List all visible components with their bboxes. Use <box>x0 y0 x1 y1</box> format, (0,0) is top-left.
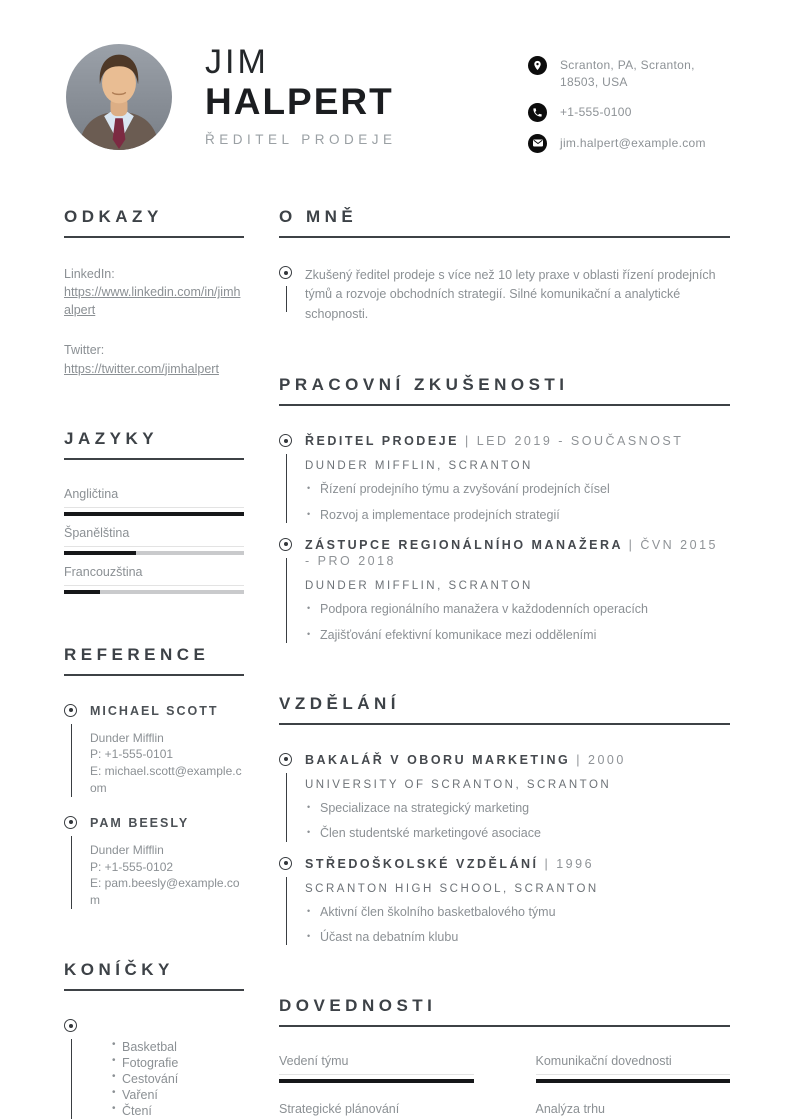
reference-entry <box>64 815 244 909</box>
last-name: HALPERT <box>205 80 394 122</box>
hobby-item: • Vaření <box>112 1087 244 1103</box>
education-school: SCRANTON HIGH SCHOOL, SCRANTON <box>305 882 599 895</box>
reference-details <box>90 842 244 909</box>
language-name: Francouzština <box>64 565 244 586</box>
links-heading: ODKAZY <box>64 207 244 238</box>
skill-name: Strategické plánování <box>279 1102 474 1120</box>
body-columns <box>64 207 730 1120</box>
link-url[interactable]: https://www.linkedin.com/in/jimhalpert <box>64 285 241 318</box>
link-item <box>64 265 244 319</box>
title-separator: | <box>628 537 635 552</box>
hobby-item: • Basketbal <box>112 1039 244 1055</box>
section-experience <box>279 375 730 643</box>
section-hobbies <box>64 960 244 1119</box>
language-name: Angličtina <box>64 487 244 508</box>
hobbies-heading: KONÍČKY <box>64 960 244 991</box>
experience-title <box>305 537 730 570</box>
title-separator: | <box>544 856 551 871</box>
reference-email: E: michael.scott@example.com <box>90 764 242 796</box>
experience-dates: ČVN 2015 - PRO 2018 <box>305 537 718 569</box>
reference-body <box>90 815 244 909</box>
link-label: LinkedIn: <box>64 267 115 281</box>
skill-name: Komunikační dovednosti <box>536 1054 731 1075</box>
education-bullet: • Účast na debatním klubu <box>305 929 730 945</box>
rail-line <box>286 773 288 842</box>
target-bullet-icon <box>64 704 77 717</box>
first-name: JIM <box>205 43 269 81</box>
header <box>64 44 730 164</box>
experience-bullets <box>305 481 730 523</box>
entry-rail <box>279 265 305 324</box>
experience-bullets <box>305 601 730 643</box>
education-bullet: • Specializace na strategický marketing <box>305 800 730 816</box>
contact-info <box>528 56 754 165</box>
experience-bullet: • Podpora regionálního manažera v každodenních operacích <box>305 601 730 617</box>
section-languages <box>64 429 244 594</box>
sidebar <box>64 207 244 1120</box>
contact-phone-row <box>528 103 754 122</box>
entry-rail <box>279 752 305 842</box>
about-entry <box>279 265 730 324</box>
title-separator: | <box>464 434 471 449</box>
reference-email: E: pam.beesly@example.com <box>90 876 240 908</box>
contact-email-row <box>528 134 754 153</box>
rail-line <box>286 454 288 523</box>
entry-rail <box>64 1018 90 1119</box>
language-item <box>64 487 244 516</box>
entry-rail <box>279 433 305 523</box>
languages-list <box>64 487 244 594</box>
contact-address-row <box>528 56 754 91</box>
links-list <box>64 265 244 378</box>
contact-address: Scranton, PA, Scranton, 18503, USA <box>560 58 695 89</box>
about-heading: O MNĚ <box>279 207 730 238</box>
experience-bullet: • Zajišťování efektivní komunikace mezi odděleními <box>305 627 730 643</box>
reference-phone: P: +1-555-0102 <box>90 859 174 874</box>
education-title <box>305 752 730 768</box>
section-links <box>64 207 244 378</box>
education-dates: 2000 <box>588 752 626 767</box>
education-school: UNIVERSITY OF SCRANTON, SCRANTON <box>305 779 612 792</box>
entry-rail <box>64 815 90 909</box>
email-icon <box>528 134 547 153</box>
reference-body <box>90 703 244 797</box>
name-block <box>205 44 397 147</box>
profile-photo <box>66 44 172 150</box>
language-item <box>64 565 244 594</box>
entry-rail <box>279 537 305 643</box>
target-bullet-icon <box>279 857 292 870</box>
entry-rail <box>64 703 90 797</box>
reference-details <box>90 730 244 797</box>
skills-heading: DOVEDNOSTI <box>279 996 730 1027</box>
education-bullet: • Člen studentské marketingové asociace <box>305 825 730 841</box>
target-bullet-icon <box>279 434 292 447</box>
contact-phone: +1-555-0100 <box>560 104 632 119</box>
education-bullets <box>305 904 730 946</box>
education-title <box>305 856 730 872</box>
target-bullet-icon <box>64 816 77 829</box>
target-bullet-icon <box>279 266 292 279</box>
experience-bullet: • Rozvoj a implementace prodejních strategií <box>305 507 730 523</box>
location-pin-icon <box>528 56 547 75</box>
hobbies-entry <box>64 1018 244 1119</box>
job-title: ŘEDITEL PRODEJE <box>205 132 397 148</box>
experience-entry <box>279 537 730 643</box>
link-label: Twitter: <box>64 343 105 358</box>
experience-company: DUNDER MIFFLIN, SCRANTON <box>305 460 533 473</box>
hobbies-body <box>90 1018 244 1119</box>
title-separator: | <box>576 752 583 767</box>
reference-phone: P: +1-555-0101 <box>90 747 174 762</box>
language-level-fill <box>64 512 244 516</box>
skill-name: Analýza trhu <box>536 1102 731 1120</box>
skill-level-track <box>536 1079 731 1083</box>
target-bullet-icon <box>64 1019 77 1032</box>
languages-heading: JAZYKY <box>64 429 244 460</box>
education-dates: 1996 <box>556 856 595 871</box>
references-heading: REFERENCE <box>64 645 244 676</box>
experience-list <box>279 433 730 643</box>
language-level-track <box>64 590 244 594</box>
language-level-fill <box>64 590 100 594</box>
education-list <box>279 752 730 946</box>
about-text: Zkušený ředitel prodeje s více než 10 lety praxe v oblasti řízení prodejních týmů a rozvoje obchodních strategií. Silné komunikační a analytické schopnosti. <box>305 268 716 321</box>
section-skills <box>279 996 730 1120</box>
rail-line <box>286 286 288 312</box>
section-references <box>64 645 244 909</box>
phone-icon <box>528 103 547 122</box>
experience-company: DUNDER MIFFLIN, SCRANTON <box>305 580 533 593</box>
skill-item <box>536 1102 731 1120</box>
education-degree: STŘEDOŠKOLSKÉ VZDĚLÁNÍ <box>305 856 539 871</box>
rail-line <box>71 724 73 797</box>
skill-item <box>536 1054 731 1083</box>
hobbies-list <box>90 1039 244 1119</box>
hobby-item: • Fotografie <box>112 1055 244 1071</box>
education-entry <box>279 856 730 946</box>
reference-company: Dunder Mifflin <box>90 730 164 745</box>
language-level-track <box>64 512 244 516</box>
experience-heading: PRACOVNÍ ZKUŠENOSTI <box>279 375 730 406</box>
education-heading: VZDĚLÁNÍ <box>279 694 730 725</box>
experience-role: ŘEDITEL PRODEJE <box>305 434 459 449</box>
language-name: Španělština <box>64 526 244 547</box>
reference-name: MICHAEL SCOTT <box>90 703 219 718</box>
section-education <box>279 694 730 946</box>
skill-item <box>279 1102 474 1120</box>
portrait-illustration <box>66 44 172 150</box>
language-level-fill <box>64 551 136 555</box>
link-item <box>64 341 244 377</box>
link-url[interactable]: https://twitter.com/jimhalpert <box>64 361 219 376</box>
experience-title <box>305 433 730 449</box>
reference-entry <box>64 703 244 797</box>
education-bullets <box>305 800 730 842</box>
main-column <box>279 207 730 1120</box>
experience-entry <box>279 433 730 523</box>
hobby-item: • Cestování <box>112 1071 244 1087</box>
entry-rail <box>279 856 305 946</box>
reference-company: Dunder Mifflin <box>90 842 164 857</box>
skill-name: Vedení týmu <box>279 1054 474 1075</box>
skills-grid <box>279 1054 730 1120</box>
rail-line <box>286 558 288 643</box>
target-bullet-icon <box>279 538 292 551</box>
section-about <box>279 207 730 324</box>
skill-level-fill <box>536 1079 731 1083</box>
language-level-track <box>64 551 244 555</box>
hobby-item: • Čtení <box>112 1103 244 1119</box>
education-bullet: • Aktivní člen školního basketbalového týmu <box>305 904 730 920</box>
contact-email: jim.halpert@example.com <box>560 135 706 150</box>
education-degree: BAKALÁŘ V OBORU MARKETING <box>305 752 571 767</box>
language-item <box>64 526 244 555</box>
rail-line <box>71 1039 73 1119</box>
skill-level-track <box>279 1079 474 1083</box>
skill-item <box>279 1054 474 1083</box>
experience-role: ZÁSTUPCE REGIONÁLNÍHO MANAŽERA <box>305 537 623 552</box>
experience-dates: LED 2019 - SOUČASNOST <box>476 434 684 449</box>
experience-bullet: • Řízení prodejního týmu a zvyšování prodejních čísel <box>305 481 730 497</box>
references-list <box>64 703 244 909</box>
reference-name: PAM BEESLY <box>90 815 190 830</box>
rail-line <box>286 877 288 946</box>
skill-level-fill <box>279 1079 474 1083</box>
target-bullet-icon <box>279 753 292 766</box>
education-entry <box>279 752 730 842</box>
rail-line <box>71 836 73 909</box>
